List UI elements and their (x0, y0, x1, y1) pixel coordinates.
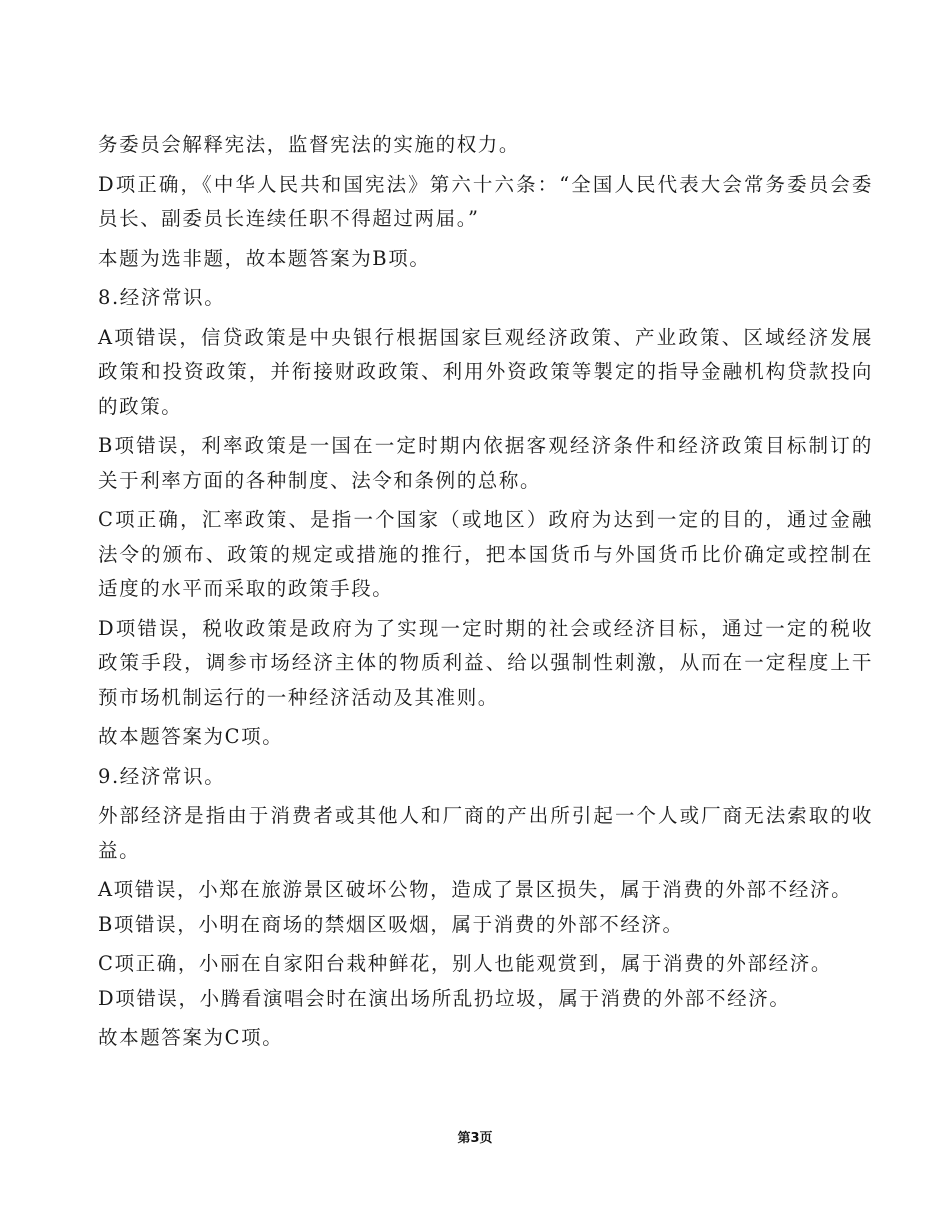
paragraph-q8-option-c: C项正确，汇率政策、是指一个国家（或地区）政府为达到一定的目的，通过金融法令的颁布、政策的规定或措施的推行，把本国货币与外国货币比价确定或控制在适度的水平而采取的政策手段。 (98, 508, 873, 600)
paragraph-q8-option-d: D项错误，税收政策是政府为了实现一定时期的社会或经济目标，通过一定的税收政策手段，调参市场经济主体的物质利益、给以强制性刺激，从而在一定程度上干预市场机制运行的一种经济活动及其准则。 (98, 616, 873, 709)
page-content (98, 128, 873, 1056)
paragraph-answer-q8: 故本题答案为C项。 (98, 725, 284, 748)
paragraph-answer-q7: 本题为选非题，故本题答案为B项。 (98, 246, 431, 270)
paragraph-option-d-term-limit: D项正确，《中华人民共和国宪法》第六十六条：“全国人民代表大会常务委员会委员长、副委员长连续任职不得超过两届。” (98, 172, 873, 230)
paragraph-q9-option-b: B项错误，小明在商场的禁烟区吸烟，属于消费的外部不经济。 (98, 912, 684, 936)
page-number: 第3页 (457, 1131, 493, 1146)
paragraph-q9-option-a: A项错误，小郑在旅游景区破坏公物，造成了景区损失，属于消费的外部不经济。 (98, 878, 853, 901)
question-8-heading: 8.经济常识。 (98, 286, 226, 309)
paragraph-q9-option-d: D项错误，小腾看演唱会时在演出场所乱扔垃圾，属于消费的外部不经济。 (98, 986, 791, 1010)
paragraph-constitution-power: 务委员会解释宪法，监督宪法的实施的权力。 (98, 133, 521, 156)
paragraph-q8-option-b: B项错误，利率政策是一国在一定时期内依据客观经济条件和经济政策目标制订的关于利率方面的各种制度、法令和条例的总称。 (98, 434, 873, 492)
paragraph-q9-definition: 外部经济是指由于消费者或其他人和厂商的产出所引起一个人或厂商无法索取的收益。 (98, 804, 873, 862)
paragraph-answer-q9: 故本题答案为C项。 (98, 1026, 284, 1049)
paragraph-q9-option-c: C项正确，小丽在自家阳台栽种鲜花，别人也能观赏到，属于消费的外部经济。 (98, 952, 832, 975)
question-9-heading: 9.经济常识。 (98, 764, 226, 788)
paragraph-q8-option-a: A项错误，信贷政策是中央银行根据国家巨观经济政策、产业政策、区域经济发展政策和投资政策，并衔接财政政策、利用外资政策等製定的指导金融机构贷款投向的政策。 (98, 325, 873, 418)
